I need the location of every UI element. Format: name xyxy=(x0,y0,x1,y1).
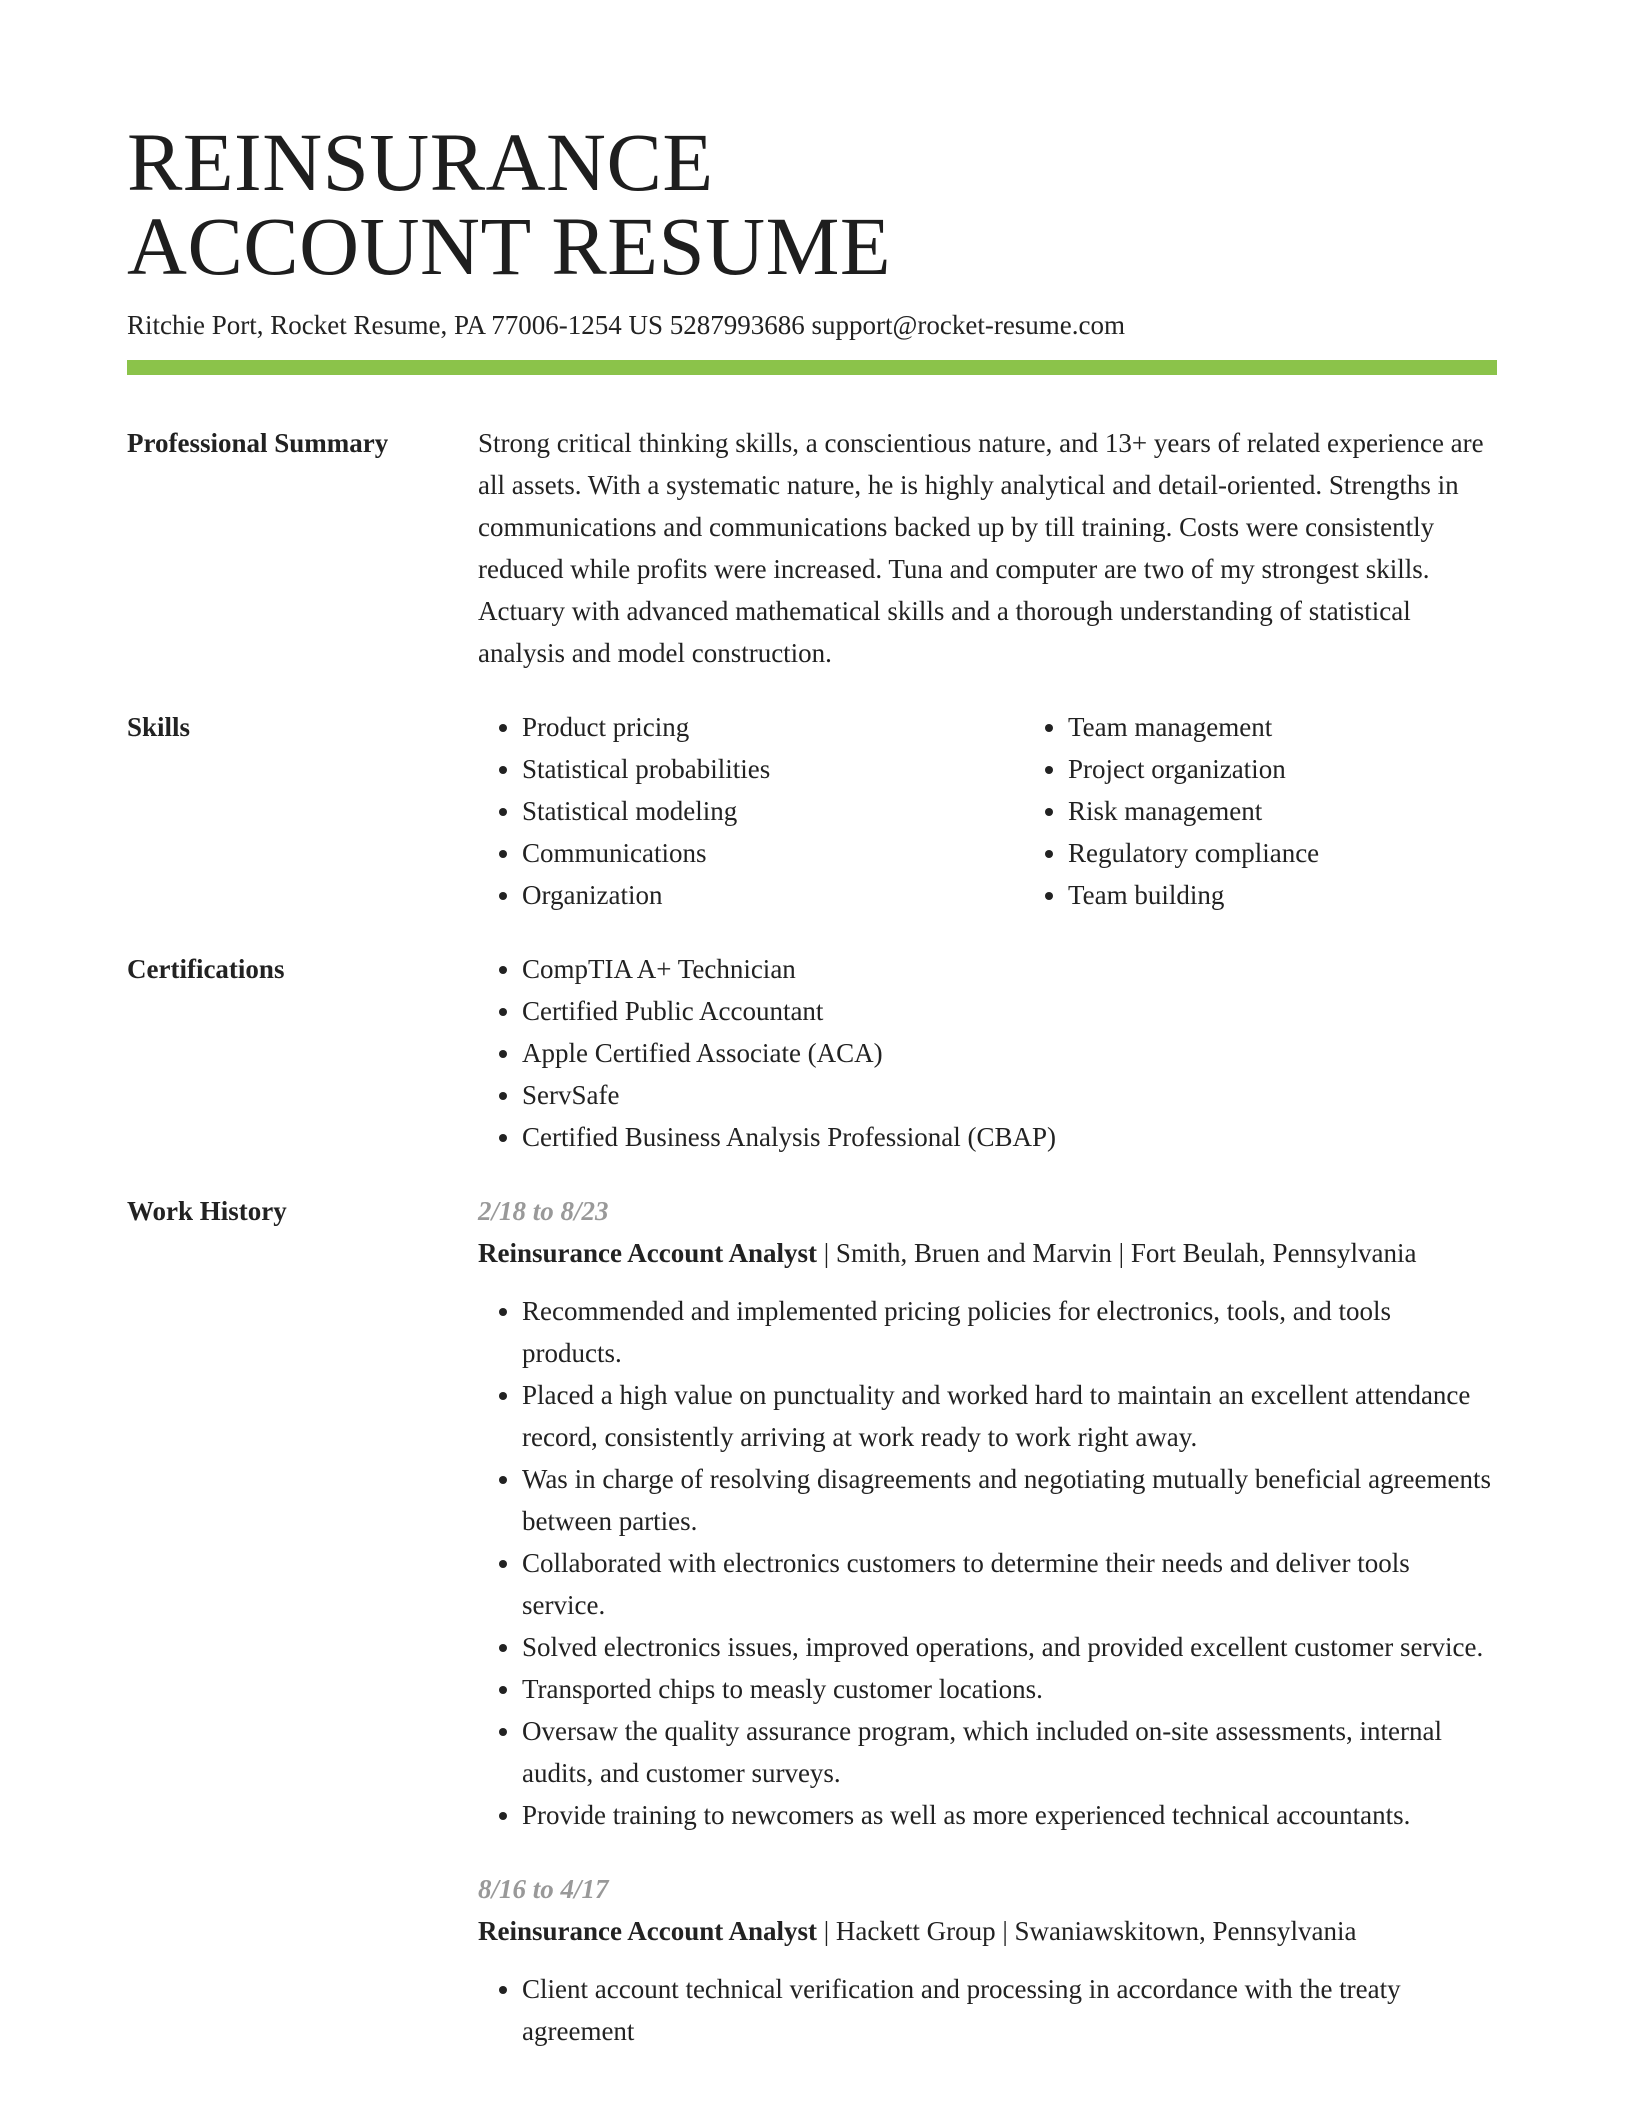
title-line-1: REINSURANCE xyxy=(127,116,714,208)
list-item: • ServSafe xyxy=(522,1074,1497,1116)
summary-section xyxy=(127,422,1497,674)
list-item: • CompTIA A+ Technician xyxy=(522,948,1497,990)
title-line-2: ACCOUNT RESUME xyxy=(127,200,892,292)
skills-list-col1 xyxy=(478,706,1024,916)
skills-label: Skills xyxy=(127,712,191,742)
job-dates: 2/18 to 8/23 xyxy=(478,1196,609,1226)
job-details: | Hackett Group | Swaniawskitown, Pennsylvania xyxy=(817,1916,1357,1946)
list-item: • Statistical modeling xyxy=(522,790,1024,832)
list-item: • Solved electronics issues, improved operations, and provided excellent customer service. xyxy=(522,1626,1497,1668)
skills-list-col2 xyxy=(1024,706,1570,916)
work-history-label: Work History xyxy=(127,1196,287,1226)
list-item: • Apple Certified Associate (ACA) xyxy=(522,1032,1497,1074)
job-title: Reinsurance Account Analyst xyxy=(478,1916,818,1946)
list-item: • Risk management xyxy=(1068,790,1570,832)
contact-info: Ritchie Port, Rocket Resume, PA 77006-1254 US 5287993686 support@rocket-resume.com xyxy=(127,310,1126,340)
list-item: • Recommended and implemented pricing policies for electronics, tools, and tools products. xyxy=(522,1290,1497,1374)
resume-page xyxy=(127,116,1497,2052)
work-history-section xyxy=(127,1190,1497,2052)
summary-label: Professional Summary xyxy=(127,428,389,458)
job-heading xyxy=(478,1232,1497,1274)
job-bullets xyxy=(478,1968,1497,2052)
list-item: • Collaborated with electronics customers to determine their needs and deliver tools service. xyxy=(522,1542,1497,1626)
list-item: • Was in charge of resolving disagreements and negotiating mutually beneficial agreements between parties. xyxy=(522,1458,1497,1542)
list-item: • Team management xyxy=(1068,706,1570,748)
job-entry xyxy=(478,1868,1497,2052)
list-item: • Project organization xyxy=(1068,748,1570,790)
list-item: • Regulatory compliance xyxy=(1068,832,1570,874)
list-item: • Client account technical verification and processing in accordance with the treaty agreement xyxy=(522,1968,1497,2052)
job-dates: 8/16 to 4/17 xyxy=(478,1874,609,1904)
list-item: • Placed a high value on punctuality and worked hard to maintain an excellent attendance record, consistently arriving at work ready to work right away. xyxy=(522,1374,1497,1458)
job-entry xyxy=(478,1190,1497,1836)
accent-divider xyxy=(127,360,1497,375)
list-item: • Statistical probabilities xyxy=(522,748,1024,790)
list-item: • Certified Public Accountant xyxy=(522,990,1497,1032)
summary-text: Strong critical thinking skills, a conscientious nature, and 13+ years of related experience are all assets. With a systematic nature, he is highly analytical and detail-oriented. Strengths in communications and communications backed up by till training. Costs were consistently reduced while profits were increased. Tuna and computer are two of my strongest skills. Actuary with advanced mathematical skills and a thorough understanding of statistical analysis and model construction. xyxy=(478,428,1484,668)
list-item: • Team building xyxy=(1068,874,1570,916)
list-item: • Certified Business Analysis Professional (CBAP) xyxy=(522,1116,1497,1158)
list-item: • Product pricing xyxy=(522,706,1024,748)
job-heading xyxy=(478,1910,1497,1952)
list-item: • Communications xyxy=(522,832,1024,874)
list-item: • Oversaw the quality assurance program, which included on-site assessments, internal audits, and customer surveys. xyxy=(522,1710,1497,1794)
list-item: • Transported chips to measly customer locations. xyxy=(522,1668,1497,1710)
skills-section xyxy=(127,706,1497,916)
list-item: • Organization xyxy=(522,874,1024,916)
list-item: • Provide training to newcomers as well as more experienced technical accountants. xyxy=(522,1794,1497,1836)
job-details: | Smith, Bruen and Marvin | Fort Beulah, Pennsylvania xyxy=(817,1238,1417,1268)
job-title: Reinsurance Account Analyst xyxy=(478,1238,818,1268)
certifications-list xyxy=(478,948,1497,1158)
job-bullets xyxy=(478,1290,1497,1836)
page-title xyxy=(127,116,1497,292)
certifications-section xyxy=(127,948,1497,1158)
certifications-label: Certifications xyxy=(127,954,285,984)
